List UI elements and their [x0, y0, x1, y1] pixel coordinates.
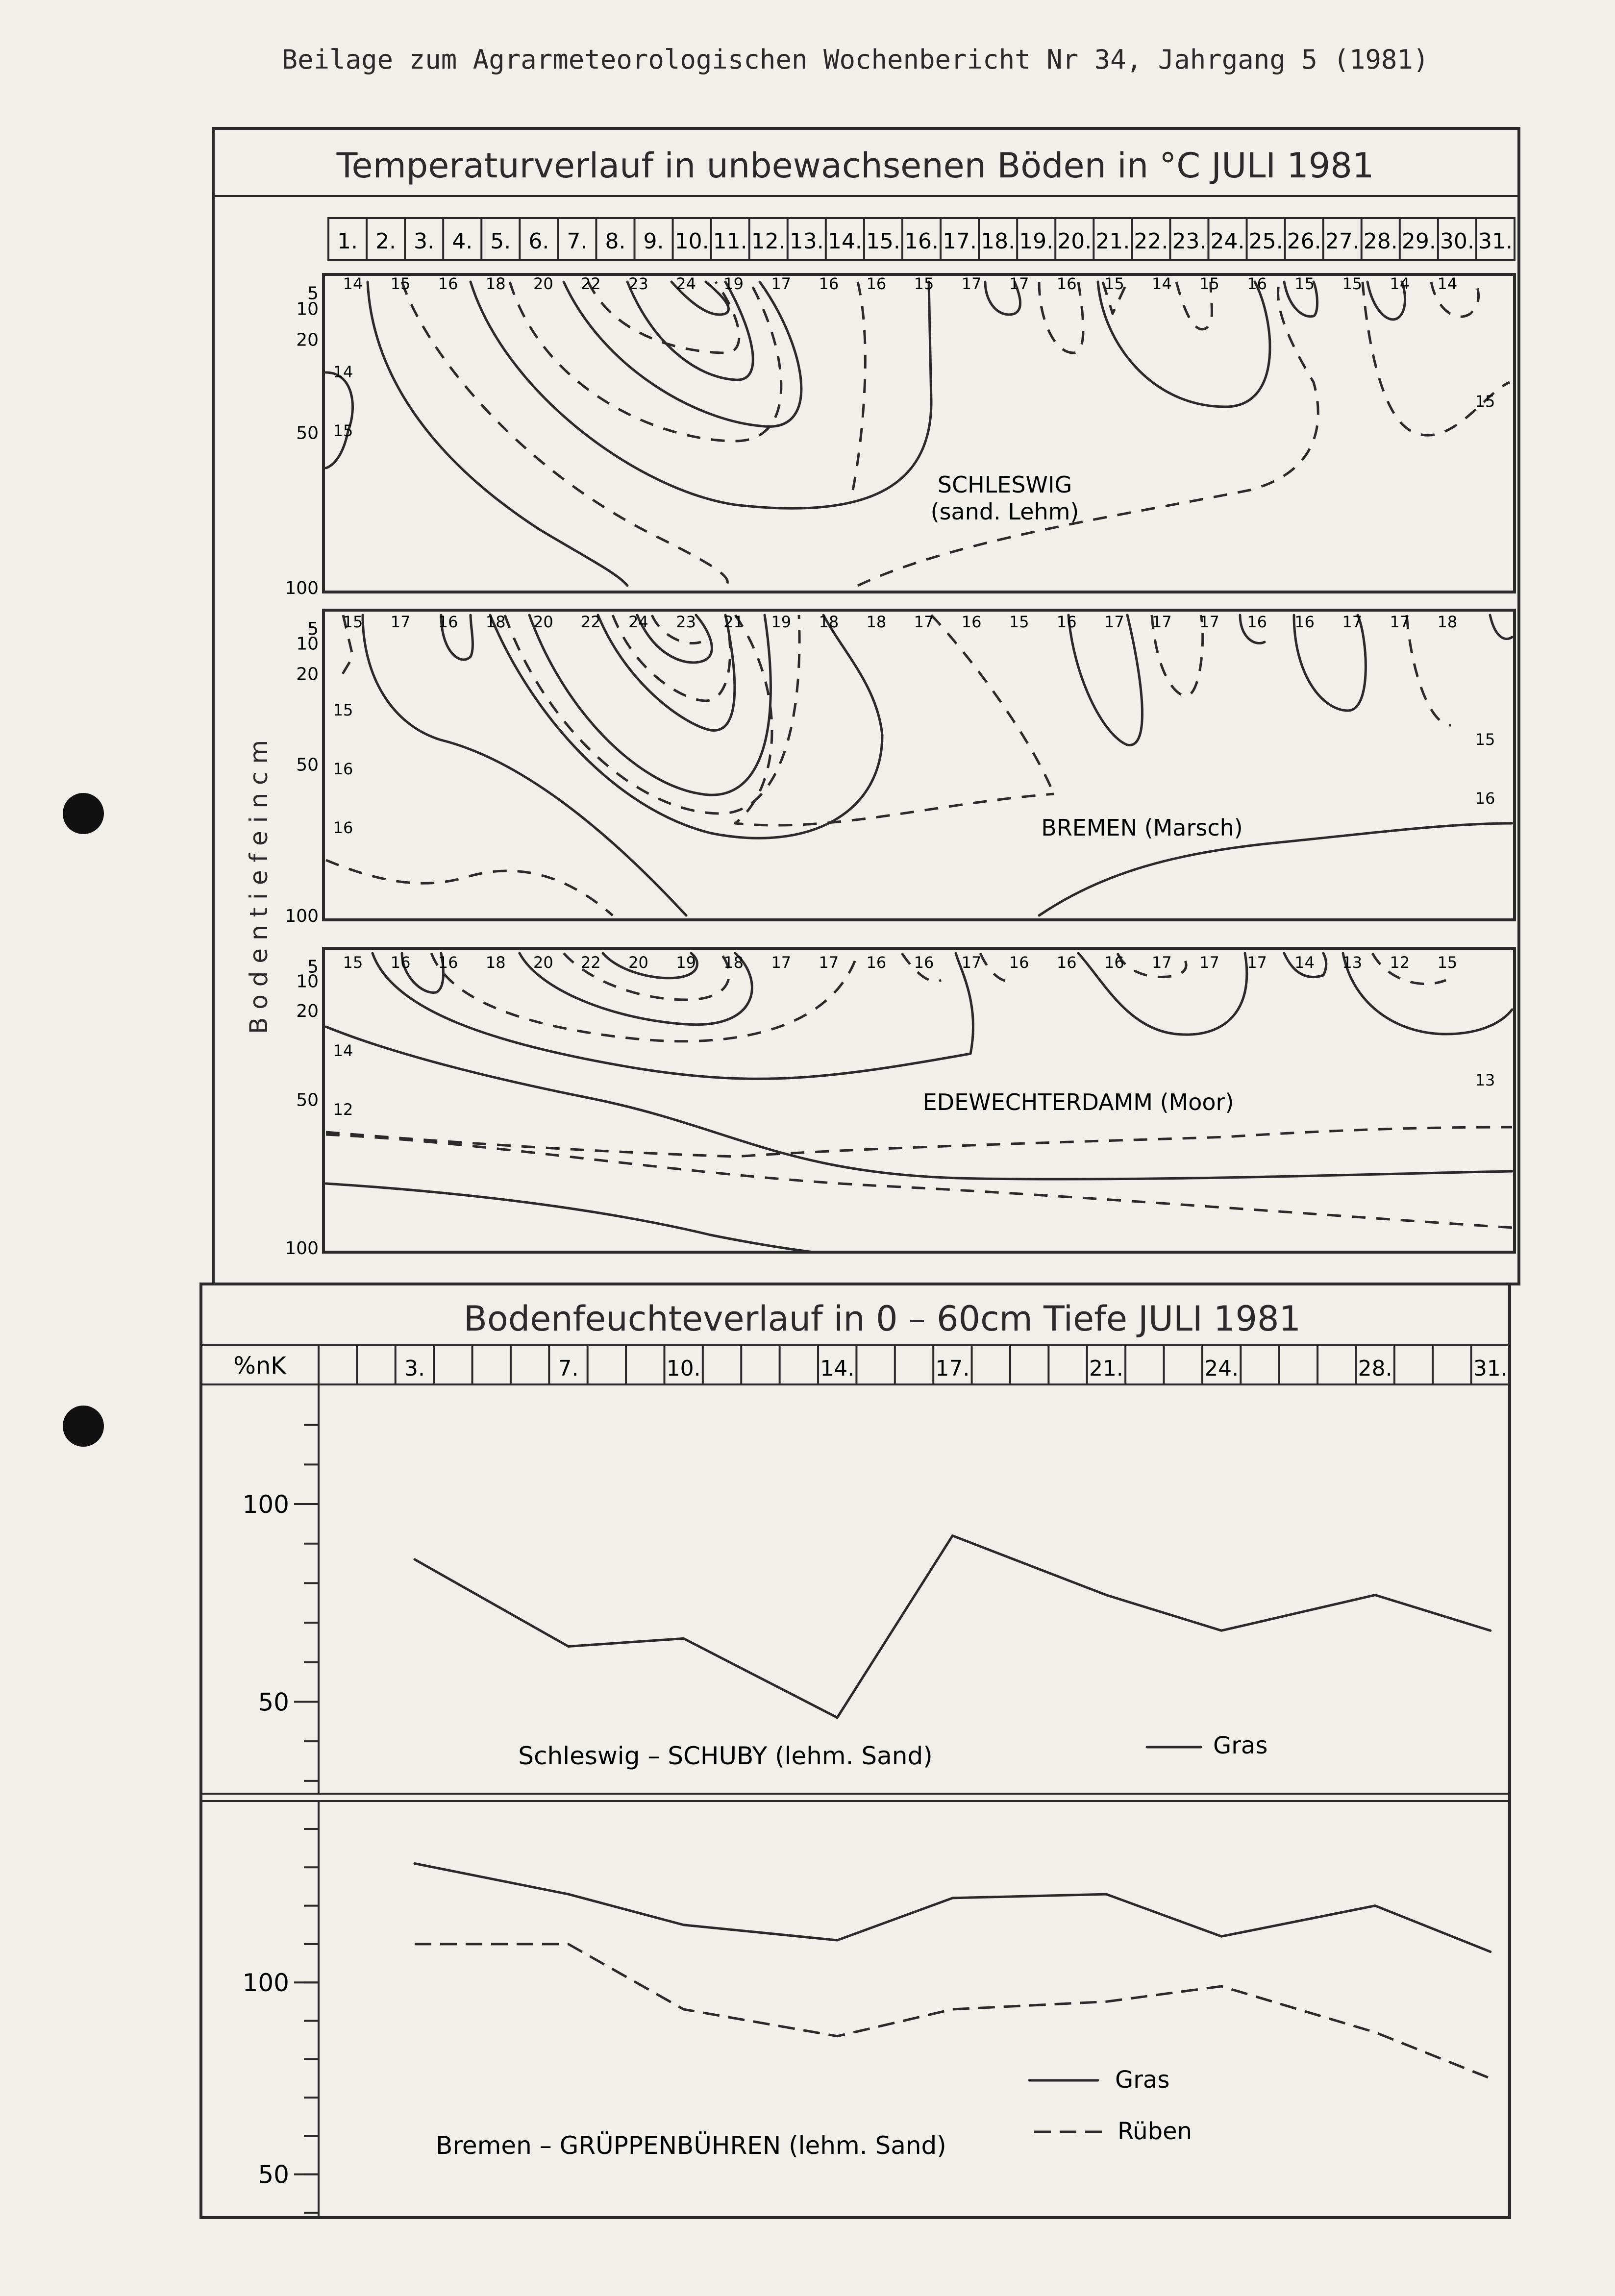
moisture-section	[201, 1284, 1510, 2218]
isotherm-label: 16	[333, 818, 353, 837]
legend	[1029, 2066, 1192, 2145]
moisture-chart-grueppenbuehren	[243, 1801, 1491, 2218]
isotherm-label: 22	[581, 613, 601, 631]
isotherm-label: 14	[1437, 274, 1458, 293]
isotherm-label: 14	[1390, 274, 1410, 293]
day-label: 13.	[789, 229, 824, 254]
station-panel-bremen	[285, 610, 1515, 926]
isotherm-label: 24	[628, 613, 648, 631]
isotherm-label: 17	[914, 613, 934, 631]
isotherm-label: 17	[390, 613, 411, 631]
day-label: 25.	[1248, 229, 1283, 254]
station-name-schleswig: SCHLESWIG	[937, 471, 1072, 498]
day-label: 6.	[528, 229, 549, 254]
moisture-day-label: 7.	[558, 1356, 579, 1381]
moisture-day-label: 28.	[1358, 1356, 1392, 1381]
day-label: 14.	[827, 229, 862, 254]
header-caption: Beilage zum Agrarmeteorologischen Wochenbericht Nr 34, Jahrgang 5 (1981)	[281, 44, 1429, 75]
moisture-day-label: 24.	[1204, 1356, 1239, 1381]
station-name-bremen: BREMEN (Marsch)	[1041, 815, 1243, 841]
isotherm-label: 13	[1342, 953, 1363, 972]
isotherm-label: 20	[533, 274, 553, 293]
depth-tick-label: 20	[296, 664, 319, 685]
day-label: 12.	[751, 229, 786, 254]
day-label: 1.	[337, 229, 358, 254]
isotherm-label: 16	[1475, 789, 1495, 808]
station-panel-edewechterdamm	[285, 948, 1515, 1259]
isotherm-label: 15	[1437, 953, 1458, 972]
day-label: 22.	[1134, 229, 1168, 254]
day-label: 27.	[1325, 229, 1360, 254]
isotherm-label: 17	[961, 274, 982, 293]
isotherm-label: 24	[676, 274, 696, 293]
isotherm-label: 16	[1247, 274, 1267, 293]
depth-ticks	[285, 619, 319, 926]
legend	[1147, 1732, 1267, 1759]
depth-axis-label: B o d e n t i e f e i n c m	[245, 740, 273, 1034]
depth-tick-label: 50	[296, 423, 319, 444]
day-label: 7.	[567, 229, 588, 254]
series-group	[415, 1536, 1491, 1718]
moisture-day-row	[233, 1345, 1510, 1384]
isotherm-label: 15	[1294, 274, 1315, 293]
temperature-section	[213, 128, 1519, 1284]
y-tick-label: 50	[258, 1688, 289, 1717]
depth-tick-label: 10	[296, 634, 319, 654]
isotherm-label: 14	[1152, 274, 1172, 293]
isotherm-label: 16	[1056, 274, 1077, 293]
day-label: 29.	[1401, 229, 1436, 254]
station-panel-schleswig	[285, 274, 1515, 598]
moisture-y-unit: %nK	[233, 1352, 286, 1380]
day-label: 23.	[1172, 229, 1207, 254]
isotherm-label: 15	[343, 953, 363, 972]
depth-tick-label: 20	[296, 330, 319, 350]
legend-label-gras: Gras	[1115, 2066, 1170, 2094]
isotherm-label: 23	[676, 613, 696, 631]
isotherm-label: 16	[438, 953, 458, 972]
moisture-day-label: 17.	[935, 1356, 970, 1381]
isotherm-label: 19	[723, 274, 744, 293]
y-axis	[243, 1829, 319, 2213]
moisture-title: Bodenfeuchteverlauf in 0 – 60cm Tiefe JULI 1981	[463, 1299, 1301, 1339]
chart-subtitle-grueppenbuehren: Bremen – GRÜPPENBÜHREN (lehm. Sand)	[436, 2131, 946, 2160]
isotherm-label: 16	[1104, 953, 1124, 972]
isotherm-label: 18	[819, 613, 839, 631]
isotherm-label: 17	[771, 274, 792, 293]
isotherm-label: 15	[1475, 730, 1495, 749]
day-label: 10.	[674, 229, 709, 254]
y-tick-label: 100	[242, 1490, 289, 1519]
isotherm-label: 14	[1294, 953, 1315, 972]
day-label: 28.	[1363, 229, 1398, 254]
isotherm-label: 17	[1390, 613, 1410, 631]
moisture-chart-schuby	[243, 1384, 1491, 1794]
isotherm-label: 17	[1199, 953, 1219, 972]
isotherm-label: 17	[1199, 613, 1219, 631]
isotherm-label: 13	[1475, 1071, 1495, 1089]
day-label: 31.	[1478, 229, 1513, 254]
depth-tick-label: 100	[285, 578, 319, 598]
isotherm-label: 19	[676, 953, 696, 972]
legend-label-gras: Gras	[1213, 1732, 1268, 1759]
isotherm-label: 16	[1247, 613, 1267, 631]
depth-tick-label: 20	[296, 1001, 319, 1021]
isotherm-label: 22	[581, 953, 601, 972]
y-tick-label: 50	[258, 2160, 289, 2189]
chart-subtitle-schuby: Schleswig – SCHUBY (lehm. Sand)	[518, 1742, 933, 1770]
isotherm-label: 23	[628, 274, 648, 293]
isotherm-label: 15	[390, 274, 411, 293]
isotherm-label: 16	[1294, 613, 1315, 631]
y-tick-label: 100	[242, 1969, 289, 1998]
depth-ticks	[285, 957, 319, 1259]
moisture-day-label: 3.	[404, 1356, 425, 1381]
station-name-edewechterdamm: EDEWECHTERDAMM (Moor)	[922, 1089, 1234, 1115]
depth-tick-label: 5	[307, 618, 319, 639]
isotherm-label: 16	[914, 953, 934, 972]
day-label: 5.	[490, 229, 511, 254]
isotherm-label: 16	[866, 274, 887, 293]
moisture-day-label: 21.	[1089, 1356, 1123, 1381]
isotherm-label: 22	[581, 274, 601, 293]
isotherm-label: 16	[333, 760, 353, 778]
isotherm-label: 16	[438, 274, 458, 293]
day-label: 11.	[713, 229, 747, 254]
punch-hole-bottom	[63, 1406, 104, 1447]
depth-ticks	[285, 284, 319, 598]
isotherm-label: 20	[533, 613, 553, 631]
isotherm-label: 20	[533, 953, 553, 972]
isotherm-label: 17	[819, 953, 839, 972]
isotherm-label: 16	[819, 274, 839, 293]
y-axis	[243, 1425, 319, 1781]
depth-tick-label: 50	[296, 755, 319, 775]
isotherm-label: 15	[333, 701, 353, 719]
isotherm-label: 18	[1437, 613, 1458, 631]
isotherm-label: 21	[723, 613, 744, 631]
isotherm-label: 17	[1342, 613, 1363, 631]
isotherm-label: 17	[1104, 613, 1124, 631]
isotherm-label: 20	[628, 953, 648, 972]
series-group	[415, 1863, 1491, 2078]
day-label: 24.	[1210, 229, 1245, 254]
depth-tick-label: 5	[307, 283, 319, 304]
isotherm-label: 15	[914, 274, 934, 293]
isotherm-label: 12	[333, 1100, 353, 1119]
depth-tick-label: 50	[296, 1090, 319, 1111]
isotherm-label: 16	[1009, 953, 1029, 972]
day-label: 26.	[1287, 229, 1321, 254]
isotherm-label: 15	[333, 421, 353, 440]
isotherm-label: 16	[438, 613, 458, 631]
isotherm-label: 14	[333, 1041, 353, 1060]
depth-tick-label: 10	[296, 971, 319, 992]
isotherm-label: 15	[1199, 274, 1219, 293]
isotherm-label: 15	[1342, 274, 1363, 293]
legend-label-rueben: Rüben	[1118, 2118, 1193, 2145]
isotherm-label: 17	[771, 953, 792, 972]
depth-tick-label: 5	[307, 957, 319, 977]
day-label: 15.	[866, 229, 900, 254]
isotherm-label: 12	[1390, 953, 1410, 972]
depth-tick-label: 10	[296, 299, 319, 320]
isotherm-label: 15	[1104, 274, 1124, 293]
day-label: 17.	[943, 229, 977, 254]
isotherm-label: 18	[485, 613, 506, 631]
isotherm-label: 16	[1056, 613, 1077, 631]
isotherm-label: 14	[333, 363, 353, 381]
isotherm-label: 16	[961, 613, 982, 631]
isotherm-label: 17	[1247, 953, 1267, 972]
isotherm-label: 18	[485, 274, 506, 293]
isotherm-label: 17	[1152, 613, 1172, 631]
isotherm-label: 17	[1009, 274, 1029, 293]
isotherm-label: 17	[1152, 953, 1172, 972]
day-label: 2.	[375, 229, 397, 254]
depth-tick-label: 100	[285, 906, 319, 926]
moisture-day-label: 14.	[820, 1356, 855, 1381]
punch-hole-top	[63, 793, 104, 834]
day-label: 3.	[414, 229, 435, 254]
day-label: 9.	[643, 229, 664, 254]
isotherm-label: 15	[1475, 392, 1495, 411]
isotherm-label: 17	[961, 953, 982, 972]
depth-tick-label: 100	[285, 1238, 319, 1259]
series-line-rben	[415, 1944, 1491, 2078]
isotherm-label: 15	[1009, 613, 1029, 631]
temperature-title: Temperaturverlauf in unbewachsenen Böden in °C JULI 1981	[336, 146, 1374, 186]
series-line-gras	[415, 1536, 1491, 1718]
day-label: 8.	[605, 229, 626, 254]
day-label: 20.	[1057, 229, 1092, 254]
isotherm-label: 18	[485, 953, 506, 972]
moisture-day-label: 10.	[666, 1356, 701, 1381]
station-soil-schleswig: (sand. Lehm)	[930, 498, 1079, 525]
isotherm-label: 15	[343, 613, 363, 631]
day-label: 4.	[452, 229, 473, 254]
day-label: 16.	[904, 229, 939, 254]
day-label: 21.	[1095, 229, 1130, 254]
isotherm-label: 19	[771, 613, 792, 631]
day-label: 18.	[981, 229, 1016, 254]
day-label: 19.	[1019, 229, 1054, 254]
day-header-row	[328, 218, 1515, 260]
isotherm-label: 16	[866, 953, 887, 972]
moisture-day-label: 31.	[1473, 1356, 1508, 1381]
isotherm-label: 18	[866, 613, 887, 631]
day-label: 30.	[1440, 229, 1474, 254]
series-line-gras	[415, 1863, 1491, 1951]
isotherm-label: 16	[390, 953, 411, 972]
isotherm-label: 14	[343, 274, 363, 293]
isotherm-label: 16	[1056, 953, 1077, 972]
isotherm-label: 18	[723, 953, 744, 972]
